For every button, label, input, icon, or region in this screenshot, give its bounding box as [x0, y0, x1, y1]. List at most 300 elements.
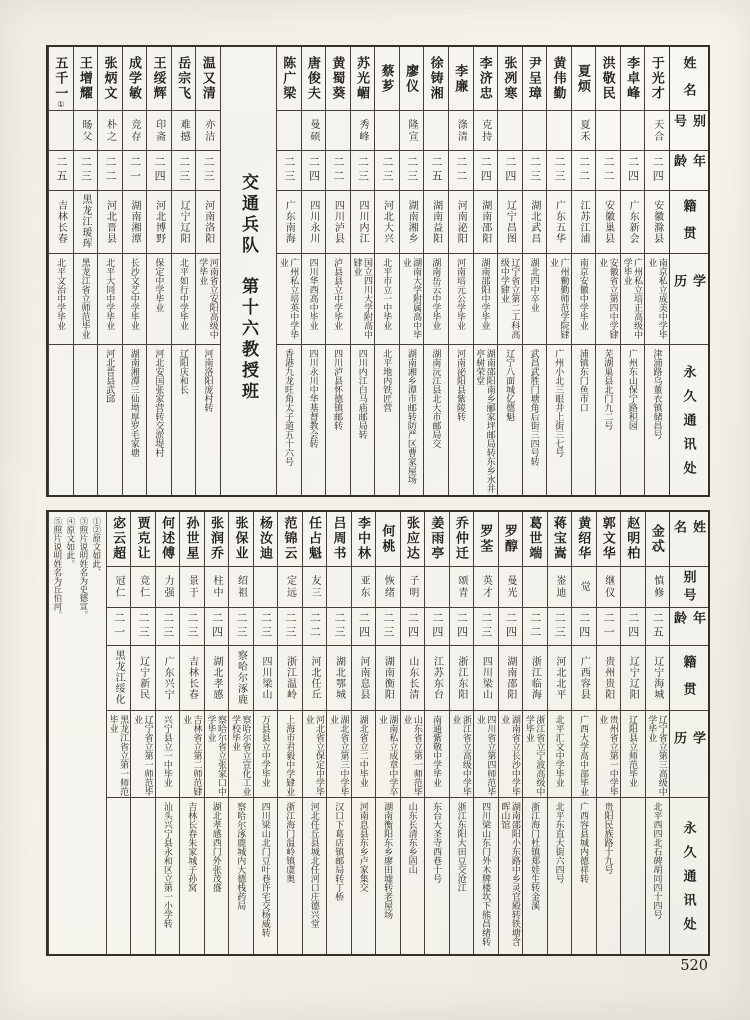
- person-origin-cell: [523, 645, 546, 710]
- person-education: 南京安徽中学毕业: [578, 258, 589, 331]
- person-age-cell: [548, 607, 571, 645]
- person-address: 广州小北三眼井上街三七号: [554, 349, 565, 458]
- header-label: 永久通讯处: [681, 821, 697, 942]
- header-cell-name: [670, 47, 708, 110]
- person-address-cell: [196, 344, 220, 495]
- person-origin: 吉林长春: [55, 199, 67, 244]
- person-column: [448, 47, 473, 495]
- person-age: 二一: [128, 156, 141, 185]
- person-name: 何述傅: [160, 516, 176, 562]
- roster-tables: [46, 45, 710, 956]
- person-age: 二四: [357, 612, 370, 641]
- person-age: 二四: [479, 156, 492, 185]
- person-name: 李卓峰: [625, 56, 641, 102]
- person-education-cell: [400, 253, 424, 344]
- person-age: 二四: [626, 612, 639, 641]
- person-alias-cell: [98, 110, 122, 150]
- person-education: 察哈尔省立张家口中学毕业: [206, 715, 228, 797]
- person-origin: 四川内江: [356, 199, 368, 244]
- person-column: [351, 512, 375, 954]
- person-name-cell: [499, 512, 522, 566]
- person-origin-cell: [172, 190, 196, 253]
- person-address: 四川内江白马庙邮局转: [357, 349, 368, 440]
- person-column: [179, 512, 203, 954]
- person-age: 二四: [307, 156, 320, 185]
- person-origin: 辽宁辽阳: [627, 655, 639, 700]
- person-origin: 广东南海: [283, 199, 295, 244]
- header-cell-education: [670, 253, 708, 344]
- person-education: 辽宁省立第二工科高级中学肄业: [499, 258, 521, 340]
- person-alias: 隆宣: [406, 118, 418, 143]
- person-alias: 恢绪: [382, 574, 394, 599]
- person-origin-cell: [302, 190, 326, 253]
- person-name-cell: [548, 512, 571, 566]
- person-name: 何桃: [380, 523, 396, 554]
- person-education-cell: [646, 710, 669, 797]
- header-label: 年龄: [672, 154, 706, 173]
- person-alias: 景于: [186, 574, 198, 599]
- person-education-cell: [645, 253, 669, 344]
- person-age: 二三: [332, 612, 345, 641]
- person-education-cell: [523, 253, 547, 344]
- person-age: 二三: [479, 612, 492, 641]
- person-education-cell: [147, 253, 171, 344]
- person-origin: 江苏东台: [431, 655, 443, 700]
- person-alias: 竞存: [129, 118, 141, 143]
- person-education-cell: [303, 710, 326, 797]
- person-education-cell: [74, 253, 98, 344]
- person-age-cell: [596, 150, 620, 190]
- person-education-cell: [548, 710, 571, 797]
- person-origin-cell: [303, 645, 326, 710]
- person-column: [97, 47, 122, 495]
- person-education: 北平如行中学毕业: [178, 258, 189, 331]
- person-age-cell: [424, 150, 448, 190]
- person-origin: 吉林长春: [186, 655, 198, 700]
- person-column: [571, 47, 596, 495]
- person-age: 二三: [186, 612, 199, 641]
- person-address: 河北晋县武邱: [105, 349, 116, 404]
- person-name: 陈广梁: [281, 56, 297, 102]
- class-title-unit: 交通兵队: [239, 173, 258, 257]
- person-education: 泸县县立中学毕业: [333, 258, 344, 331]
- person-origin: 四川梁山: [480, 655, 492, 700]
- person-age: 二二: [308, 612, 321, 641]
- person-address-cell: [621, 344, 645, 495]
- person-address-cell: [180, 797, 203, 954]
- person-name-cell: [98, 47, 122, 110]
- person-origin-cell: [499, 645, 522, 710]
- person-address: 四川梁山东门外木牌楼坎下熊昌绪转: [481, 802, 492, 947]
- person-alias-cell: [621, 110, 645, 150]
- person-address-cell: [278, 797, 301, 954]
- person-origin-cell: [425, 645, 448, 710]
- header-cell-education: [670, 710, 708, 797]
- person-age: 二三: [528, 156, 541, 185]
- person-education-cell: [180, 710, 203, 797]
- person-age-cell: [302, 150, 326, 190]
- person-origin: 湖北孝感: [211, 655, 223, 700]
- person-name-cell: [254, 512, 277, 566]
- person-name: 范锦云: [282, 516, 298, 562]
- person-education-cell: [277, 253, 301, 344]
- person-education: 万县县立中学毕业: [260, 715, 271, 788]
- header-label: 学历: [672, 731, 706, 775]
- person-origin-cell: [646, 645, 669, 710]
- person-origin-cell: [131, 645, 154, 710]
- person-name-cell: [474, 512, 497, 566]
- person-address-cell: [498, 344, 522, 495]
- person-column: [595, 47, 620, 495]
- person-address-cell: [303, 797, 326, 954]
- person-address-cell: [302, 344, 326, 495]
- person-name: 黄伟勤: [551, 56, 567, 102]
- person-address: 贵阳民族路十九号: [603, 802, 614, 875]
- person-column: [171, 47, 196, 495]
- person-alias-cell: [156, 566, 179, 608]
- person-alias: 印斋: [153, 118, 165, 143]
- person-age: 二一: [112, 612, 125, 641]
- header-cell-alias: [670, 110, 708, 150]
- person-age: 二四: [210, 612, 223, 641]
- person-address-cell: [123, 344, 147, 495]
- person-education: 黑龙江省立第一师范毕业: [108, 715, 130, 797]
- person-name-cell: [327, 512, 350, 566]
- footnotes-column: [48, 512, 106, 954]
- person-origin-cell: [254, 645, 277, 710]
- person-column: [620, 47, 645, 495]
- person-alias-cell: [352, 566, 375, 608]
- person-alias: 亚东: [357, 574, 369, 599]
- person-name-cell: [196, 47, 220, 110]
- person-origin: 河南息县: [357, 655, 369, 700]
- person-name: 洪敬民: [600, 56, 616, 102]
- person-column: [423, 47, 448, 495]
- person-alias-cell: [180, 566, 203, 608]
- person-education-cell: [425, 710, 448, 797]
- person-origin-cell: [572, 190, 596, 253]
- person-education-cell: [351, 253, 375, 344]
- person-column: [277, 512, 301, 954]
- person-age: 二四: [455, 612, 468, 641]
- person-education-cell: [621, 710, 644, 797]
- person-alias-cell: [229, 566, 252, 608]
- person-alias-cell: [326, 110, 350, 150]
- person-alias: 友三: [308, 574, 320, 599]
- person-origin: 四川梁山: [260, 655, 271, 700]
- person-address: 河南洛阳庞村转: [203, 349, 214, 413]
- person-column: [547, 512, 571, 954]
- person-age: 二四: [406, 612, 419, 641]
- person-origin-cell: [156, 645, 179, 710]
- person-age-cell: [375, 150, 399, 190]
- person-age-cell: [572, 150, 596, 190]
- person-address: 湖南沅江县北大市邮局交: [431, 349, 442, 449]
- person-column: [228, 512, 252, 954]
- person-education: 北平文治中学毕业: [56, 258, 67, 331]
- header-label: 别号: [672, 114, 706, 133]
- person-name-cell: [375, 47, 399, 110]
- person-alias-cell: [49, 110, 73, 150]
- person-education-cell: [474, 253, 498, 344]
- person-address-cell: [474, 344, 498, 495]
- header-cell-address: [670, 344, 708, 495]
- person-address: 湖南衡阳东乡廖田墟转老屋场: [383, 802, 394, 920]
- person-education: 南通紫敬中学毕业: [432, 715, 443, 788]
- person-origin: 河北北平: [553, 655, 565, 700]
- person-name: 王增耀: [77, 56, 93, 102]
- person-address-cell: [572, 344, 596, 495]
- person-origin: 辽宁海城: [651, 655, 663, 700]
- person-alias-cell: [327, 566, 350, 608]
- person-origin-cell: [98, 190, 122, 253]
- header-cell-address: [670, 797, 708, 954]
- person-address-cell: [523, 797, 546, 954]
- person-origin: 浙江温岭: [284, 655, 296, 700]
- person-address-cell: [326, 344, 350, 495]
- person-alias: 秀峰: [356, 118, 368, 143]
- person-address: 山东长清东乡固山: [407, 802, 418, 875]
- person-alias-cell: [547, 110, 571, 150]
- person-name: 张冽寒: [502, 56, 518, 102]
- person-column: [644, 47, 669, 495]
- person-age-cell: [401, 607, 424, 645]
- person-name-cell: [131, 512, 154, 566]
- person-origin: 河北大兴: [381, 199, 393, 244]
- person-column: [73, 47, 98, 495]
- person-education-cell: [621, 253, 645, 344]
- person-education: 北平市立一中毕业: [382, 258, 393, 331]
- person-alias-cell: [597, 566, 620, 608]
- person-address: 浙江海门杜镇郑娃生转金溪: [530, 802, 541, 911]
- person-address: 汕头兴宁县永和区立第一小学转: [162, 802, 173, 929]
- person-name: 姜雨亭: [429, 516, 445, 562]
- person-origin: 湖南邵阳: [479, 199, 491, 244]
- person-address-cell: [401, 797, 424, 954]
- person-origin-cell: [474, 645, 497, 710]
- person-address-cell: [147, 344, 171, 495]
- person-alias-cell: [523, 566, 546, 608]
- person-education: 辽阳县立师范毕业: [628, 715, 639, 788]
- person-education-cell: [499, 710, 522, 797]
- person-origin-cell: [326, 190, 350, 253]
- person-age-cell: [376, 607, 399, 645]
- person-age: 二二: [103, 156, 116, 185]
- person-address: 四川永川中华基督教会转: [308, 349, 319, 449]
- person-age-cell: [303, 607, 326, 645]
- person-education-cell: [229, 710, 252, 797]
- person-age-cell: [74, 150, 98, 190]
- person-alias: 天合: [651, 118, 663, 143]
- person-alias-cell: [596, 110, 620, 150]
- person-address-cell: [547, 344, 571, 495]
- person-origin-cell: [597, 645, 620, 710]
- person-age: 二三: [381, 612, 394, 641]
- person-column: [498, 512, 522, 954]
- person-origin: 察哈尔涿鹿: [235, 650, 247, 706]
- person-address: 广西容县城内德祥转: [579, 802, 590, 884]
- person-column: [449, 512, 473, 954]
- person-name: 苏光嵋: [354, 56, 370, 102]
- person-age: 二三: [161, 612, 174, 641]
- person-age: 二三: [405, 156, 418, 185]
- person-origin-cell: [49, 190, 73, 253]
- person-address: 四川梁山北门豆叶巷许宅交杨威转: [260, 802, 271, 938]
- person-age: 二三: [202, 156, 215, 185]
- person-alias: 绍祖: [235, 574, 247, 599]
- person-age: 二四: [626, 156, 639, 185]
- person-address: 湖南湘潭三仙坳厚罗毛家塘: [129, 349, 140, 458]
- header-column: [669, 47, 708, 495]
- person-origin: 安徽滁县: [651, 199, 663, 244]
- person-origin-cell: [621, 190, 645, 253]
- person-address-cell: [597, 797, 620, 954]
- person-column: [204, 512, 228, 954]
- person-name-cell: [205, 512, 228, 566]
- person-address-cell: [450, 797, 473, 954]
- person-age: 二二: [602, 156, 615, 185]
- person-name: 黄绍华: [576, 516, 592, 562]
- person-name: 罗荃: [478, 523, 494, 554]
- person-education: 黑龙江省立师范毕业: [80, 258, 91, 340]
- person-name-cell: [523, 512, 546, 566]
- person-age: 二三: [283, 612, 296, 641]
- person-alias: 慎修: [651, 574, 663, 599]
- person-column: [473, 47, 498, 495]
- person-name-cell: [74, 47, 98, 110]
- person-address: 辽阳庆和长: [178, 349, 189, 395]
- person-origin-cell: [621, 645, 644, 710]
- person-name: 夏烦: [576, 63, 592, 94]
- person-age: 二三: [235, 612, 248, 641]
- person-education: 察哈尔省立宣化工业学校毕业: [231, 715, 252, 797]
- person-origin: 安徽巢县: [602, 199, 614, 244]
- person-column: [122, 47, 147, 495]
- person-origin-cell: [596, 190, 620, 253]
- person-education: 湖南岳云中学毕业: [431, 258, 442, 331]
- person-name-cell: [302, 47, 326, 110]
- person-age: 二三: [381, 156, 394, 185]
- person-column: [522, 512, 546, 954]
- person-education: 辽宁省立第三高级中学毕业: [647, 715, 668, 797]
- person-address-cell: [425, 797, 448, 954]
- person-education-cell: [572, 710, 595, 797]
- person-age: 二三: [356, 156, 369, 185]
- person-alias-cell: [499, 566, 522, 608]
- person-alias-cell: [351, 110, 375, 150]
- person-address: 汉口下葛店镇邮局转丁桥: [334, 802, 345, 902]
- roster-table-top: [46, 45, 710, 497]
- person-alias-cell: [425, 566, 448, 608]
- person-education: 湖南省立长沙中学毕业: [500, 715, 521, 797]
- person-alias-cell: [376, 566, 399, 608]
- person-education-cell: [156, 710, 179, 797]
- person-name: 金忒: [649, 523, 665, 554]
- person-origin: 黑龙江瑷珲: [79, 194, 91, 250]
- person-column: [106, 512, 130, 954]
- person-alias-cell: [123, 110, 147, 150]
- person-age-cell: [572, 607, 595, 645]
- person-education-cell: [302, 253, 326, 344]
- person-education-cell: [474, 710, 497, 797]
- person-address-cell: [400, 344, 424, 495]
- person-age-cell: [351, 150, 375, 190]
- person-origin-cell: [205, 645, 228, 710]
- person-alias-cell: [523, 110, 547, 150]
- person-alias: 涤清: [455, 118, 467, 143]
- person-name-cell: [49, 47, 73, 110]
- person-name: 任占魁: [306, 516, 322, 562]
- person-column: [375, 512, 399, 954]
- person-age-cell: [131, 607, 154, 645]
- person-name: 张保业: [233, 516, 249, 562]
- person-address: 北平西四北石碑胡同四十四号: [652, 802, 663, 920]
- person-education-cell: [98, 253, 122, 344]
- person-column: [130, 512, 154, 954]
- person-origin-cell: [548, 645, 571, 710]
- person-education: 保定中学毕业: [154, 258, 165, 313]
- person-origin-cell: [107, 645, 130, 710]
- person-column: [400, 512, 424, 954]
- person-origin: 湖南湘潭: [129, 199, 141, 244]
- person-education: 南京私立成美中学毕业: [647, 258, 668, 340]
- person-origin: 河北任丘: [308, 655, 320, 700]
- person-education-cell: [596, 253, 620, 344]
- person-address-cell: [205, 797, 228, 954]
- person-name-cell: [645, 47, 669, 110]
- person-name: 于光才: [649, 56, 665, 102]
- person-alias-cell: [277, 110, 301, 150]
- header-label: 别号: [681, 570, 697, 607]
- person-address-cell: [424, 344, 448, 495]
- person-origin-cell: [327, 645, 350, 710]
- person-education: 长沙文艺中学毕业: [129, 258, 140, 331]
- person-name: 罗醇: [502, 523, 518, 554]
- person-name-cell: [450, 512, 473, 566]
- person-alias: 觉: [578, 580, 590, 593]
- person-column: [48, 47, 73, 495]
- person-alias: 继仪: [602, 574, 614, 599]
- person-education: 湖北省立二中毕业: [358, 715, 369, 788]
- person-education-cell: [352, 710, 375, 797]
- person-alias-cell: [474, 110, 498, 150]
- person-origin-cell: [645, 190, 669, 253]
- person-alias-cell: [147, 110, 171, 150]
- person-alias-cell: [621, 566, 644, 608]
- header-label: 永久通讯处: [681, 365, 697, 486]
- person-education-cell: [572, 253, 596, 344]
- person-column: [473, 512, 497, 954]
- person-age-cell: [474, 150, 498, 190]
- person-alias-cell: [74, 110, 98, 150]
- person-alias: 曼硕: [307, 118, 319, 143]
- person-education-cell: [401, 710, 424, 797]
- person-name-cell: [376, 512, 399, 566]
- person-name-cell: [547, 47, 571, 110]
- person-address-cell: [499, 797, 522, 954]
- person-origin: 河南泌阳: [455, 199, 467, 244]
- person-name: 贾克让: [135, 516, 151, 562]
- person-alias-cell: [498, 110, 522, 150]
- person-education-cell: [449, 253, 473, 344]
- person-alias: 柱中: [211, 574, 223, 599]
- header-cell-name: [670, 512, 708, 566]
- header-cell-alias: [670, 566, 708, 608]
- person-alias: 英才: [480, 574, 492, 599]
- person-origin-cell: [450, 645, 473, 710]
- person-age-cell: [621, 150, 645, 190]
- person-origin: 湖南湘乡: [406, 199, 418, 244]
